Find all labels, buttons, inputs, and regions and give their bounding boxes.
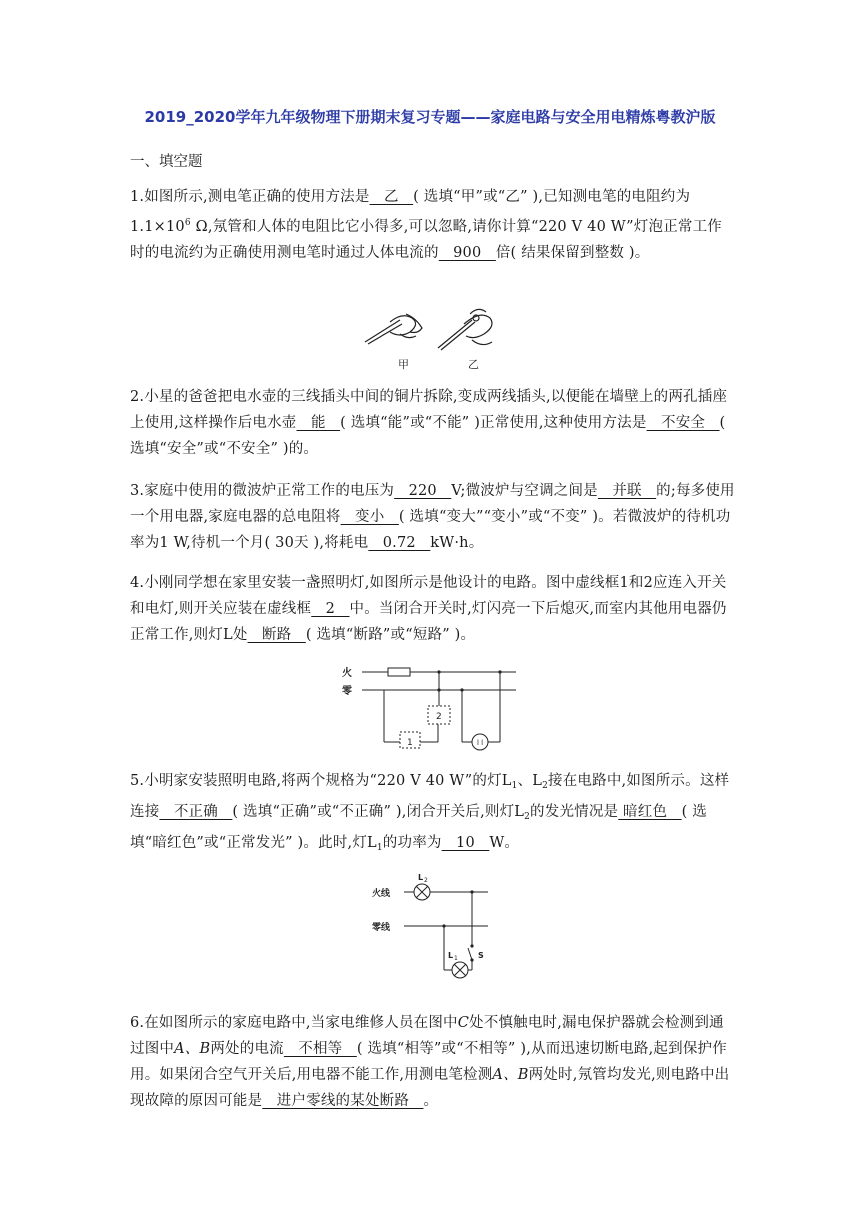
svg-text:2: 2 — [424, 877, 428, 884]
neutral-wire-label: 零线 — [372, 923, 391, 933]
question-4: 4.小刚同学想在家里安装一盏照明灯,如图所示是他设计的电路。图中虚线框1和2应连入开关和电灯,则开关应装在虚线框 2 中。当闭合开关时,灯闪亮一下后熄灭,而室内其他用电器仍正常工作,则灯L处 断路 ( 选填“断路”或“短路” )。 — [130, 575, 727, 643]
question-6: 6.在如图所示的家庭电路中,当家电维修人员在图中C处不慎触电时,漏电保护器就会检测到通过图中A、B两处的电流 不相等 ( 选填“相等”或“不相等” ),从而迅速切断电路,起到保护作用。如果闭合空气开关后,用电器不能工作,用测电笔检测A、B两处时,氖管均发光,则电路中出现故障的原因可能是 进户零线的某处断路 。 — [130, 1015, 730, 1109]
answer-blank: 0.72 — [368, 535, 431, 551]
switch-label: S — [478, 951, 484, 960]
figure-label-jia: 甲 — [398, 358, 409, 371]
neutral-wire-label: 零 — [342, 686, 352, 697]
svg-text:l l: l l — [477, 739, 484, 747]
lamp-l2-label: L — [418, 873, 424, 882]
answer-blank: 变小 — [340, 509, 399, 525]
answer-blank: 能 — [296, 415, 341, 431]
section-heading: 一、填空题 — [130, 154, 203, 170]
circuit-diagram-q4 — [340, 658, 520, 754]
circuit-diagram-q5 — [368, 870, 508, 990]
box-2-label: 2 — [436, 712, 442, 722]
answer-blank: 不相等 — [283, 1041, 357, 1057]
live-wire-label: 火线 — [372, 889, 391, 899]
answer-blank: 乙 — [369, 189, 414, 205]
question-5: 5.小明家安装照明电路,将两个规格为“220 V 40 W”的灯$L_1$、$L_2$接在电路中,如图所示。这样连接 不正确 ( 选填“正确”或“不正确” ),闭合开关后,则灯$L_2$的发光情况是 暗红色 ( 选填“暗红色”或“正常发光” )。此时,灯$L_1$的功率为 10 W。 — [130, 773, 730, 853]
answer-blank: 不正确 — [159, 804, 233, 820]
figure-label-yi: 乙 — [468, 358, 479, 371]
answer-blank: 进户零线的某处断路 — [262, 1093, 424, 1109]
svg-text:1: 1 — [454, 955, 458, 962]
answer-blank: 并联 — [597, 483, 657, 499]
answer-blank: 220 — [394, 483, 452, 499]
answer-blank: 不安全 — [646, 415, 720, 431]
page-title: 2019_2020学年九年级物理下册期末复习专题——家庭电路与安全用电精炼粤教沪版 — [144, 108, 716, 126]
question-1: 1.如图所示,测电笔正确的使用方法是 乙 ( 选填“甲”或“乙” ),已知测电笔的电阻约为$1.1\times 10^6$ Ω,氖管和人体的电阻比它小得多,可以忽略,请你计算“220 V 40 W”灯泡正常工作时的电流约为正确使用测电笔时通过人体电流的 900 倍( 结果保留到整数 )。 — [130, 189, 722, 261]
answer-blank: 暗红色 — [618, 804, 682, 820]
question-2: 2.小星的爸爸把电水壶的三线插头中间的铜片拆除,变成两线插头,以便能在墙壁上的两孔插座上使用,这样操作后电水壶 能 ( 选填“能”或“不能” )正常使用,这种使用方法是 不安全 ( 选填“安全”或“不安全” )的。 — [130, 389, 728, 457]
answer-blank: 10 — [441, 835, 490, 851]
test-pen-figure — [360, 300, 500, 376]
live-wire-label: 火 — [342, 668, 352, 679]
question-3: 3.家庭中使用的微波炉正常工作的电压为 220 V;微波炉与空调之间是 并联 的;每多使用一个用电器,家庭电器的总电阻将 变小 ( 选填“变大”“变小”或“不变” )。若微波炉的待机功率为1 W,待机一个月( 30天 ),将耗电 0.72 kW·h。 — [130, 483, 735, 551]
lamp-l1-label: L — [448, 951, 454, 960]
box-1-label: 1 — [407, 738, 413, 748]
answer-blank: 断路 — [247, 627, 306, 643]
answer-blank: 900 — [438, 245, 496, 261]
answer-blank: 2 — [311, 601, 350, 617]
